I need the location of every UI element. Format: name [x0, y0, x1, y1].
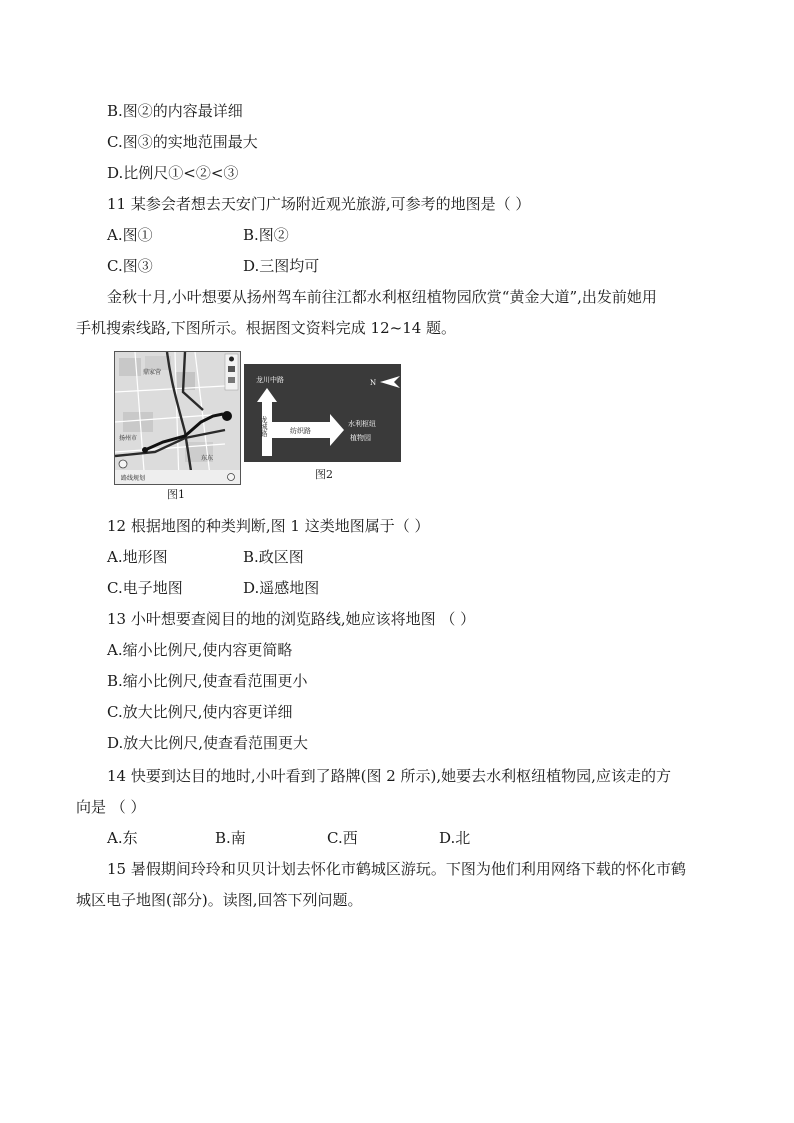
- q14-stem-line-1: 14 快要到达目的地时,小叶看到了路牌(图 2 所示),她要去水利枢纽植物园,应该走的方: [107, 767, 671, 785]
- q13-option-a: A.缩小比例尺,使内容更简略: [107, 641, 293, 659]
- figure-1-caption: 图1: [167, 488, 185, 501]
- q10-option-c: C.图③的实地范围最大: [107, 133, 258, 151]
- fig1-label-place2: 东东: [201, 455, 214, 462]
- fig1-label-place3: 鼎家营: [143, 369, 162, 376]
- q12-option-a: A.地形图: [107, 548, 168, 566]
- q11-option-c: C.图③: [107, 257, 153, 275]
- fig1-route-button: 路线规划: [121, 475, 146, 482]
- q13-option-d: D.放大比例尺,使查看范围更大: [107, 734, 309, 752]
- fig2-north-label: N: [370, 379, 377, 387]
- fig2-road-top: 龙川中路: [256, 376, 284, 384]
- fig1-label-place1: 扬州市: [119, 435, 138, 442]
- q14-option-a: A.东: [107, 829, 138, 847]
- q11-option-a: A.图①: [107, 226, 153, 244]
- q13-option-b: B.缩小比例尺,使查看范围更小: [107, 672, 308, 690]
- intro-line-2: 手机搜索线路,下图所示。根据图文资料完成 12~14 题。: [76, 319, 457, 337]
- fig2-road-arrow: 纺织路: [290, 427, 311, 435]
- q14-option-c: C.西: [327, 829, 358, 847]
- q14-option-b: B.南: [215, 829, 246, 847]
- figure-1-phone-map: [114, 351, 241, 485]
- intro-line-1: 金秋十月,小叶想要从扬州驾车前往江都水利枢纽植物园欣赏“黄金大道”,出发前她用: [107, 288, 657, 306]
- q12-option-b: B.政区图: [243, 548, 304, 566]
- q11-option-d: D.三图均可: [243, 257, 320, 275]
- q12-option-d: D.遥感地图: [243, 579, 320, 597]
- figure-2-caption: 图2: [315, 468, 333, 481]
- q15-line-1: 15 暑假期间玲玲和贝贝计划去怀化市鹤城区游玩。下图为他们利用网络下载的怀化市鹤: [107, 860, 686, 878]
- q11-stem: 11 某参会者想去天安门广场附近观光旅游,可参考的地图是（ ）: [107, 195, 531, 213]
- fig2-destination-line1: 水利枢纽: [348, 420, 376, 428]
- q10-option-d: D.比例尺①<②<③: [107, 164, 239, 182]
- q11-option-b: B.图②: [243, 226, 289, 244]
- q10-option-b: B.图②的内容最详细: [107, 102, 243, 120]
- q13-option-c: C.放大比例尺,使内容更详细: [107, 703, 293, 721]
- q12-option-c: C.电子地图: [107, 579, 183, 597]
- fig2-road-vertical: 龙城路: [260, 416, 268, 437]
- q14-stem-line-2: 向是 （ ）: [76, 798, 146, 816]
- q15-line-2: 城区电子地图(部分)。读图,回答下列问题。: [76, 891, 363, 909]
- q14-option-d: D.北: [439, 829, 471, 847]
- q13-stem: 13 小叶想要查阅目的地的浏览路线,她应该将地图 （ ）: [107, 610, 476, 628]
- fig2-destination-line2: 植物园: [350, 434, 371, 442]
- figure-2-road-sign: [244, 364, 401, 462]
- q12-stem: 12 根据地图的种类判断,图 1 这类地图属于（ ）: [107, 517, 430, 535]
